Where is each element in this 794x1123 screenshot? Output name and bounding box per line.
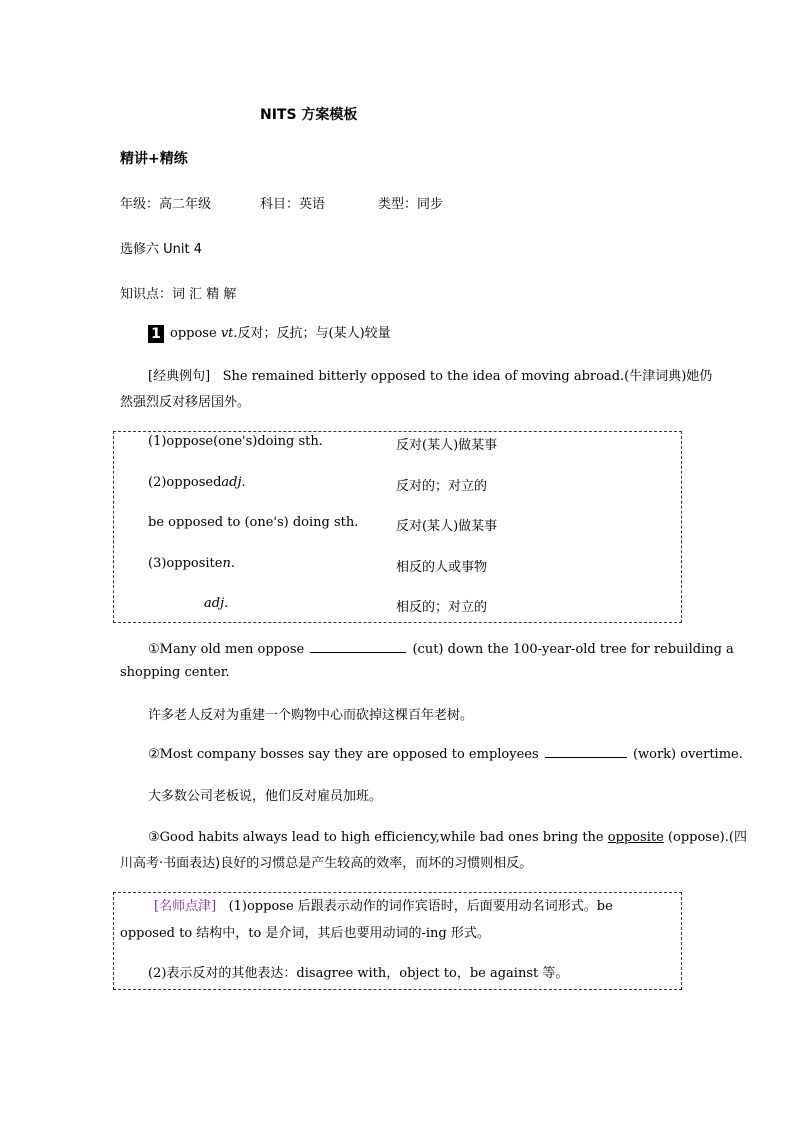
answer-blank-1[interactable] bbox=[310, 639, 406, 653]
entry-pos: vt. bbox=[220, 326, 238, 341]
teacher-tip-line-2: opposed to 结构中，to 是介词，其后也要用动词的-ing 形式。 bbox=[120, 926, 490, 941]
usage-row-right: 反对(某人)做某事 bbox=[396, 519, 498, 534]
answer-opposite: opposite bbox=[607, 830, 664, 845]
entry-number-badge: 1 bbox=[148, 325, 164, 343]
subject-info: 科目：英语 bbox=[260, 197, 326, 212]
usage-row-left: (2)opposedadj. bbox=[148, 475, 246, 490]
answer-blank-2[interactable] bbox=[545, 744, 627, 758]
document-title: NITS 方案模板 bbox=[260, 107, 358, 123]
unit-label: 选修六 Unit 4 bbox=[120, 242, 202, 257]
usage-row-left: adj. bbox=[204, 596, 229, 611]
usage-row-left: (1)oppose(one's)doing sth. bbox=[148, 434, 323, 449]
exercise-2-translation: 大多数公司老板说，他们反对雇员加班。 bbox=[148, 789, 383, 804]
tip-label: [名师点津] bbox=[154, 899, 217, 914]
example-sentence-cont: 然强烈反对移居国外。 bbox=[120, 395, 251, 410]
section-heading: 精讲+精练 bbox=[120, 151, 188, 167]
exercise-1-cont: shopping center. bbox=[120, 665, 230, 680]
entry-word: oppose bbox=[170, 326, 217, 341]
knowledge-point: 知识点：词 汇 精 解 bbox=[120, 287, 237, 302]
exercise-3-cont: 川高考·书面表达)良好的习惯总是产生较高的效率，而坏的习惯则相反。 bbox=[120, 856, 533, 871]
grade-info: 年级：高二年级 bbox=[120, 197, 212, 212]
usage-row-left: (3)oppositen. bbox=[148, 556, 235, 571]
example-label: [经典例句] bbox=[148, 369, 211, 384]
vocab-entry-heading bbox=[148, 322, 391, 343]
usage-row-right: 相反的人或事物 bbox=[396, 560, 488, 575]
usage-row-left: be opposed to (one's) doing sth. bbox=[148, 515, 359, 530]
exercise-1-translation: 许多老人反对为重建一个购物中心而砍掉这棵百年老树。 bbox=[148, 708, 474, 723]
classic-example bbox=[148, 365, 712, 384]
teacher-tip-line-3: (2)表示反对的其他表达：disagree with，object to，be against 等。 bbox=[148, 966, 569, 981]
entry-meaning: 反对；反抗；与(某人)较量 bbox=[237, 326, 391, 341]
usage-row-right: 相反的；对立的 bbox=[396, 600, 488, 615]
exercise-1: ①Many old men oppose (cut) down the 100-year-old tree for rebuilding a bbox=[148, 639, 734, 657]
exercise-3: ③Good habits always lead to high efficiency,while bad ones bring the opposite (oppose).(四 bbox=[148, 830, 747, 845]
teacher-tip-line-1: [名师点津] (1)oppose 后跟表示动作的词作宾语时，后面要用动名词形式。be bbox=[154, 899, 613, 914]
usage-row-right: 反对的；对立的 bbox=[396, 479, 488, 494]
usage-row-right: 反对(某人)做某事 bbox=[396, 438, 498, 453]
example-sentence: She remained bitterly opposed to the idea of moving abroad.(牛津词典)她仍 bbox=[222, 369, 713, 384]
exercise-2: ②Most company bosses say they are opposed to employees (work) overtime. bbox=[148, 744, 743, 762]
type-info: 类型：同步 bbox=[378, 197, 444, 212]
